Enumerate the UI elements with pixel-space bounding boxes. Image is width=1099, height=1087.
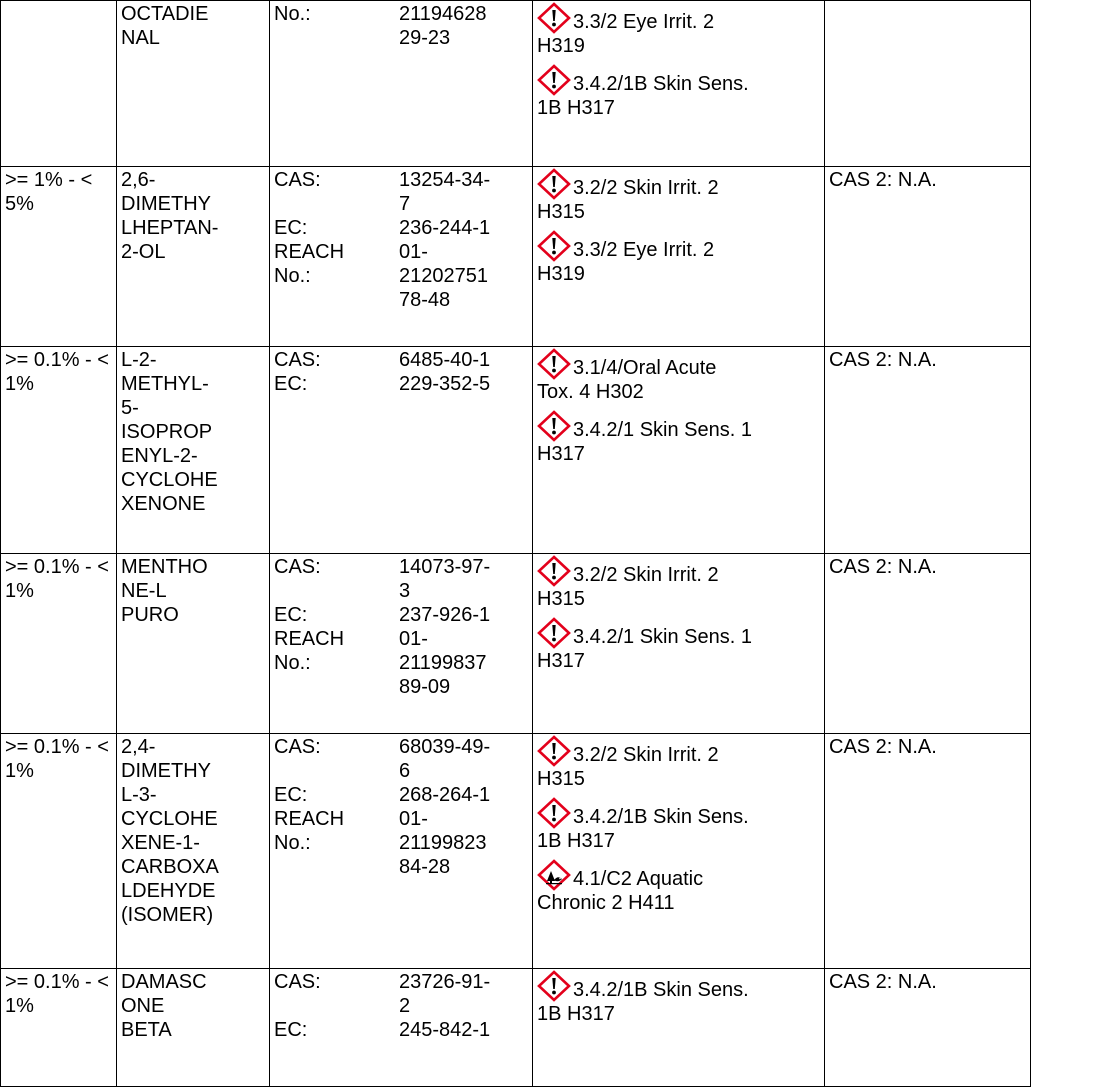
concentration-text: >= 0.1% - < 1% — [5, 736, 109, 782]
identifier-values: 21194628 29-23 — [399, 3, 487, 49]
hazard-statement — [537, 735, 820, 791]
classification-cell — [533, 554, 825, 734]
substance-name: DAMASC ONE BETA — [121, 971, 207, 1041]
hazard-text: 3.2/2 Skin Irrit. 2 H315 — [537, 744, 719, 790]
hazard-statement — [537, 2, 820, 58]
identifier-labels: No.: — [274, 3, 311, 25]
substance-name: L-2- METHYL- 5- ISOPROP ENYL-2- CYCLOHE XENONE — [121, 349, 218, 515]
concentration-cell — [1, 734, 117, 969]
concentration-cell — [1, 167, 117, 347]
exclamation-mark-icon — [537, 970, 571, 1002]
identifier-values: 6485-40-1 229-352-5 — [399, 349, 491, 395]
identifier-values: 14073-97- 3 237-926-1 01- 21199837 89-09 — [399, 556, 491, 698]
identifier-labels: CAS: EC: REACH No.: — [274, 736, 345, 854]
table-row — [1, 167, 1031, 347]
concentration-cell — [1, 554, 117, 734]
hazard-text: 3.2/2 Skin Irrit. 2 H315 — [537, 564, 719, 610]
identifier-pairs — [274, 735, 528, 879]
hazard-text: 4.1/C2 Aquatic Chronic 2 H411 — [537, 868, 704, 914]
classification-cell — [533, 969, 825, 1087]
identifiers-cell — [270, 554, 533, 734]
cas2-cell — [825, 167, 1031, 347]
cas2-text: CAS 2: N.A. — [829, 736, 937, 758]
hazard-statement — [537, 859, 820, 915]
identifiers-cell — [270, 167, 533, 347]
substance-name-cell — [117, 347, 270, 554]
substance-name-cell — [117, 554, 270, 734]
hazard-text: 3.4.2/1B Skin Sens. 1B H317 — [537, 806, 749, 852]
substance-name: 2,4- DIMETHY L-3- CYCLOHE XENE-1- CARBOXA LDEHYDE (ISOMER) — [121, 736, 219, 926]
identifier-pairs — [274, 2, 528, 50]
table-row — [1, 734, 1031, 969]
exclamation-mark-icon — [537, 797, 571, 829]
classification-cell — [533, 167, 825, 347]
identifier-pairs — [274, 555, 528, 699]
classification-cell — [533, 347, 825, 554]
concentration-cell — [1, 347, 117, 554]
cas2-text: CAS 2: N.A. — [829, 169, 937, 191]
identifier-labels: CAS: EC: — [274, 971, 321, 1041]
hazard-statement — [537, 64, 820, 120]
exclamation-mark-icon — [537, 617, 571, 649]
identifiers-cell — [270, 1, 533, 167]
cas2-text: CAS 2: N.A. — [829, 349, 937, 371]
hazard-statement — [537, 555, 820, 611]
hazard-text: 3.2/2 Skin Irrit. 2 H315 — [537, 177, 719, 223]
hazard-text: 3.3/2 Eye Irrit. 2 H319 — [537, 239, 715, 285]
exclamation-mark-icon — [537, 64, 571, 96]
table-row — [1, 969, 1031, 1087]
table-row — [1, 1, 1031, 167]
hazard-statement — [537, 617, 820, 673]
substance-name: MENTHO NE-L PURO — [121, 556, 208, 626]
identifier-pairs — [274, 348, 528, 396]
hazard-statement — [537, 410, 820, 466]
exclamation-mark-icon — [537, 735, 571, 767]
substance-name-cell — [117, 167, 270, 347]
concentration-text: >= 0.1% - < 1% — [5, 971, 109, 1017]
table-row — [1, 554, 1031, 734]
concentration-text: >= 0.1% - < 1% — [5, 556, 109, 602]
hazard-statement — [537, 168, 820, 224]
identifier-values: 23726-91- 2 245-842-1 — [399, 971, 491, 1041]
substance-name: OCTADIE NAL — [121, 3, 209, 49]
hazard-statement — [537, 797, 820, 853]
identifiers-cell — [270, 734, 533, 969]
hazard-statement — [537, 970, 820, 1026]
hazard-text: 3.4.2/1B Skin Sens. 1B H317 — [537, 979, 749, 1025]
exclamation-mark-icon — [537, 168, 571, 200]
exclamation-mark-icon — [537, 230, 571, 262]
composition-table-body — [1, 1, 1031, 1087]
concentration-text: >= 1% - < 5% — [5, 169, 93, 215]
cas2-cell — [825, 554, 1031, 734]
identifiers-cell — [270, 969, 533, 1087]
identifier-values: 68039-49- 6 268-264-1 01- 21199823 84-28 — [399, 736, 491, 878]
substance-name-cell — [117, 969, 270, 1087]
exclamation-mark-icon — [537, 410, 571, 442]
cas2-cell — [825, 1, 1031, 167]
identifier-values: 13254-34- 7 236-244-1 01- 21202751 78-48 — [399, 169, 491, 311]
hazard-text: 3.3/2 Eye Irrit. 2 H319 — [537, 11, 715, 57]
substance-name-cell — [117, 734, 270, 969]
concentration-cell — [1, 969, 117, 1087]
hazard-statement — [537, 348, 820, 404]
substance-name: 2,6- DIMETHY LHEPTAN- 2-OL — [121, 169, 219, 263]
cas2-text: CAS 2: N.A. — [829, 556, 937, 578]
hazard-text: 3.4.2/1 Skin Sens. 1 H317 — [537, 626, 753, 672]
concentration-text: >= 0.1% - < 1% — [5, 349, 109, 395]
classification-cell — [533, 734, 825, 969]
hazard-statement — [537, 230, 820, 286]
identifiers-cell — [270, 347, 533, 554]
exclamation-mark-icon — [537, 555, 571, 587]
cas2-cell — [825, 347, 1031, 554]
hazard-text: 3.1/4/Oral Acute Tox. 4 H302 — [537, 357, 717, 403]
cas2-cell — [825, 734, 1031, 969]
substance-name-cell — [117, 1, 270, 167]
classification-cell — [533, 1, 825, 167]
identifier-labels: CAS: EC: REACH No.: — [274, 169, 345, 287]
identifier-pairs — [274, 970, 528, 1042]
table-row — [1, 347, 1031, 554]
identifier-labels: CAS: EC: REACH No.: — [274, 556, 345, 674]
exclamation-mark-icon — [537, 348, 571, 380]
environment-hazard-icon — [537, 859, 571, 891]
hazard-text: 3.4.2/1 Skin Sens. 1 H317 — [537, 419, 753, 465]
concentration-cell — [1, 1, 117, 167]
cas2-text: CAS 2: N.A. — [829, 971, 937, 993]
hazard-text: 3.4.2/1B Skin Sens. 1B H317 — [537, 73, 749, 119]
cas2-cell — [825, 969, 1031, 1087]
identifier-labels: CAS: EC: — [274, 349, 321, 395]
identifier-pairs — [274, 168, 528, 312]
exclamation-mark-icon — [537, 2, 571, 34]
